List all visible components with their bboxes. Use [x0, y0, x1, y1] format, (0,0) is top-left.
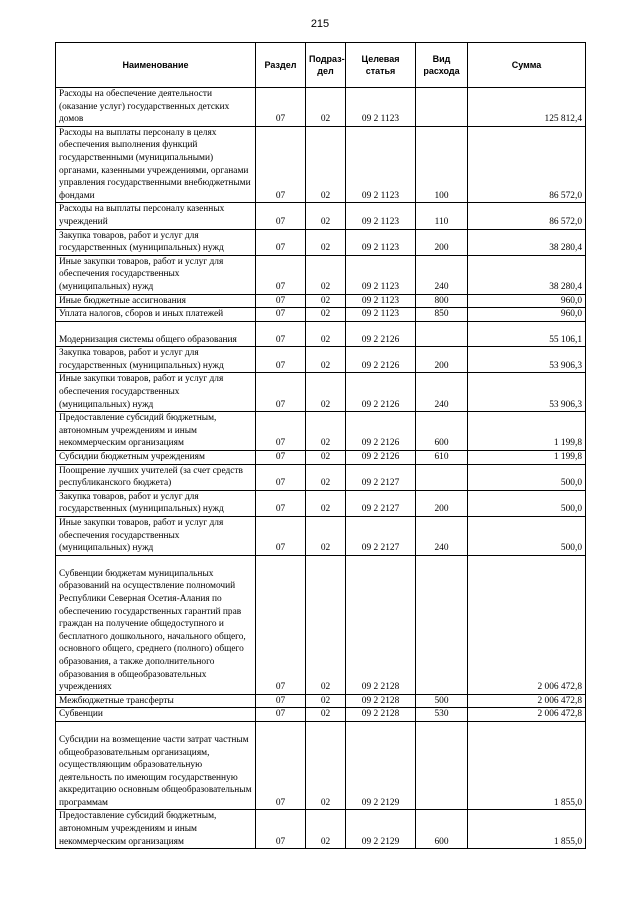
cell-subsection-text: 02 [320, 114, 331, 125]
cell-target-text: 09 2 2127 [361, 504, 400, 515]
cell-type [416, 229, 468, 255]
cell-target [346, 321, 416, 347]
cell-subsection-text: 02 [320, 478, 331, 489]
table-row [56, 555, 586, 694]
cell-subsection-text: 02 [320, 504, 331, 515]
cell-target [346, 555, 416, 694]
cell-target [346, 721, 416, 810]
cell-subsection [306, 308, 346, 322]
column-header-target: Целевая статья [346, 43, 416, 88]
cell-name-text: Расходы на выплаты персоналу казенных учреждений [59, 204, 225, 227]
cell-type-text: 610 [434, 452, 449, 463]
cell-target-text: 09 2 1123 [361, 190, 400, 201]
cell-sum [468, 229, 586, 255]
cell-sum [468, 517, 586, 556]
table-row [56, 490, 586, 516]
cell-type-text: 530 [434, 709, 449, 720]
cell-name [56, 308, 256, 322]
cell-target-text: 09 2 1123 [361, 114, 400, 125]
table-row [56, 294, 586, 308]
cell-name-text: Иные бюджетные ассигнования [59, 295, 186, 306]
cell-sum [468, 308, 586, 322]
cell-name [56, 126, 256, 203]
cell-name [56, 694, 256, 708]
cell-type [416, 373, 468, 412]
cell-type [416, 255, 468, 294]
cell-sum-text: 53 906,3 [549, 360, 582, 371]
cell-type [416, 464, 468, 490]
cell-type-text: 800 [434, 295, 449, 306]
cell-target-text: 09 2 2126 [361, 399, 400, 410]
cell-name [56, 721, 256, 810]
cell-subsection-text: 02 [320, 295, 331, 306]
cell-section-text: 07 [275, 709, 286, 720]
cell-type-text: 100 [434, 190, 449, 201]
cell-type-text: 500 [434, 695, 449, 706]
cell-target-text: 09 2 1123 [361, 243, 400, 254]
cell-type-text: 850 [434, 309, 449, 320]
cell-section [256, 464, 306, 490]
column-header-sum: Сумма [468, 43, 586, 88]
cell-subsection-text: 02 [320, 281, 331, 292]
cell-name [56, 810, 256, 849]
table-row [56, 321, 586, 347]
cell-name [56, 203, 256, 229]
cell-subsection [306, 373, 346, 412]
cell-target [346, 412, 416, 451]
table-body [56, 88, 586, 849]
cell-sum [468, 451, 586, 465]
table-row [56, 517, 586, 556]
cell-subsection-text: 02 [320, 452, 331, 463]
table-row [56, 708, 586, 722]
table-row [56, 126, 586, 203]
cell-name-text: Уплата налогов, сборов и иных платежей [59, 309, 224, 320]
cell-subsection-text: 02 [320, 243, 331, 254]
cell-target [346, 490, 416, 516]
cell-target [346, 294, 416, 308]
cell-section-text: 07 [275, 309, 286, 320]
cell-type-text: 200 [434, 243, 449, 254]
cell-type [416, 451, 468, 465]
cell-sum [468, 694, 586, 708]
cell-name [56, 347, 256, 373]
cell-target [346, 517, 416, 556]
cell-name [56, 294, 256, 308]
cell-section-text: 07 [275, 399, 286, 410]
cell-section-text: 07 [275, 190, 286, 201]
cell-subsection [306, 490, 346, 516]
cell-target-text: 09 2 2126 [361, 438, 400, 449]
table-row [56, 373, 586, 412]
cell-subsection [306, 708, 346, 722]
cell-subsection [306, 294, 346, 308]
cell-sum-text: 2 006 472,8 [537, 682, 582, 693]
cell-type [416, 708, 468, 722]
cell-sum-text: 500,0 [560, 543, 582, 554]
cell-name [56, 464, 256, 490]
cell-section [256, 126, 306, 203]
cell-name-text: Предоставление субсидий бюджетным, автономным учреждениям и иным некоммерческим организациям [59, 811, 217, 847]
cell-sum-text: 86 572,0 [549, 190, 582, 201]
cell-sum-text: 53 906,3 [549, 399, 582, 410]
cell-type-text: 240 [434, 399, 449, 410]
table-row [56, 721, 586, 810]
cell-type [416, 490, 468, 516]
cell-subsection [306, 555, 346, 694]
cell-sum-text: 500,0 [560, 504, 582, 515]
cell-type-text: 110 [434, 216, 449, 227]
column-header-type: Вид расхода [416, 43, 468, 88]
table-row [56, 694, 586, 708]
cell-sum [468, 721, 586, 810]
cell-subsection-text: 02 [320, 309, 331, 320]
cell-sum [468, 255, 586, 294]
cell-subsection-text: 02 [320, 360, 331, 371]
cell-name-text: Модернизация системы общего образования [59, 334, 237, 345]
cell-subsection [306, 347, 346, 373]
page-number: 215 [310, 18, 330, 30]
cell-sum [468, 347, 586, 373]
cell-target-text: 09 2 2127 [361, 543, 400, 554]
cell-sum-text: 38 280,4 [549, 281, 582, 292]
cell-name [56, 229, 256, 255]
cell-name [56, 321, 256, 347]
cell-name-text: Закупка товаров, работ и услуг для государственных (муниципальных) нужд [59, 491, 224, 515]
cell-name [56, 708, 256, 722]
table-row [56, 229, 586, 255]
cell-sum-text: 2 006 472,8 [537, 709, 582, 720]
cell-name [56, 412, 256, 451]
cell-type [416, 203, 468, 229]
cell-target [346, 308, 416, 322]
cell-target [346, 255, 416, 294]
cell-target-text: 09 2 2127 [361, 478, 400, 489]
cell-subsection [306, 88, 346, 127]
cell-sum [468, 810, 586, 849]
cell-target [346, 203, 416, 229]
cell-name-text: Расходы на обеспечение деятельности (оказание услуг) государственных детских домов [59, 89, 230, 125]
cell-name-text: Иные закупки товаров, работ и услуг для обеспечения государственных (муниципальных) нужд [59, 256, 224, 292]
cell-name-text: Закупка товаров, работ и услуг для государственных (муниципальных) нужд [59, 230, 224, 254]
cell-subsection-text: 02 [320, 709, 331, 720]
cell-sum-text: 1 855,0 [553, 797, 582, 808]
cell-section [256, 708, 306, 722]
table-row [56, 451, 586, 465]
cell-type-text: 200 [434, 360, 449, 371]
cell-name [56, 490, 256, 516]
cell-target [346, 126, 416, 203]
cell-name-text: Субсидии на возмещение части затрат частным общеобразовательным организациям, осуществляющим образовательную деятельность по имеющим государственную аккредитацию основным общеобразовательным программам [59, 734, 252, 808]
cell-section [256, 490, 306, 516]
table-row [56, 464, 586, 490]
cell-target [346, 451, 416, 465]
cell-section-text: 07 [275, 452, 286, 463]
cell-type-text: 600 [434, 836, 449, 847]
cell-subsection-text: 02 [320, 836, 331, 847]
column-header-section: Раздел [256, 43, 306, 88]
cell-type-text: 240 [434, 543, 449, 554]
column-header-subsection: Подраз-дел [306, 43, 346, 88]
cell-sum [468, 708, 586, 722]
cell-name [56, 255, 256, 294]
cell-section-text: 07 [275, 543, 286, 554]
table-row [56, 203, 586, 229]
cell-target [346, 373, 416, 412]
cell-sum-text: 55 106,1 [549, 334, 582, 345]
cell-subsection [306, 464, 346, 490]
cell-section-text: 07 [275, 243, 286, 254]
cell-type-text: 600 [434, 438, 449, 449]
cell-section-text: 07 [275, 334, 286, 345]
cell-target-text: 09 2 2126 [361, 334, 400, 345]
cell-sum [468, 88, 586, 127]
cell-sum [468, 126, 586, 203]
cell-section-text: 07 [275, 281, 286, 292]
cell-subsection [306, 451, 346, 465]
cell-type [416, 721, 468, 810]
cell-type [416, 810, 468, 849]
cell-section [256, 694, 306, 708]
cell-section-text: 07 [275, 695, 286, 706]
cell-subsection [306, 321, 346, 347]
cell-subsection [306, 412, 346, 451]
cell-sum-text: 1 855,0 [553, 836, 582, 847]
cell-subsection-text: 02 [320, 334, 331, 345]
cell-type-text: 240 [434, 281, 449, 292]
cell-sum-text: 1 199,8 [553, 452, 582, 463]
cell-subsection-text: 02 [320, 399, 331, 410]
cell-target [346, 810, 416, 849]
cell-name-text: Поощрение лучших учителей (за счет средств республиканского бюджета) [59, 465, 243, 489]
cell-section [256, 308, 306, 322]
cell-subsection-text: 02 [320, 682, 331, 693]
cell-subsection-text: 02 [320, 797, 331, 808]
cell-subsection [306, 126, 346, 203]
cell-target [346, 708, 416, 722]
cell-subsection-text: 02 [320, 190, 331, 201]
cell-target-text: 09 2 1123 [361, 281, 400, 292]
cell-section [256, 721, 306, 810]
cell-sum [468, 294, 586, 308]
cell-target-text: 09 2 1123 [361, 216, 400, 227]
cell-subsection [306, 721, 346, 810]
cell-type-text: 200 [434, 504, 449, 515]
table-row [56, 308, 586, 322]
cell-target-text: 09 2 1123 [361, 295, 400, 306]
budget-table [55, 42, 586, 849]
cell-sum-text: 38 280,4 [549, 243, 582, 254]
cell-section-text: 07 [275, 682, 286, 693]
cell-section [256, 555, 306, 694]
cell-section [256, 255, 306, 294]
cell-sum-text: 500,0 [560, 478, 582, 489]
cell-section [256, 373, 306, 412]
cell-section-text: 07 [275, 504, 286, 515]
table-row [56, 810, 586, 849]
cell-subsection-text: 02 [320, 438, 331, 449]
table-row [56, 88, 586, 127]
cell-target-text: 09 2 2128 [361, 695, 400, 706]
cell-sum-text: 960,0 [560, 295, 582, 306]
cell-target [346, 694, 416, 708]
cell-section [256, 294, 306, 308]
cell-section [256, 517, 306, 556]
column-header-name: Наименование [56, 43, 256, 88]
cell-name-text: Закупка товаров, работ и услуг для государственных (муниципальных) нужд [59, 348, 224, 371]
cell-type [416, 347, 468, 373]
cell-sum-text: 960,0 [560, 309, 582, 320]
cell-section-text: 07 [275, 478, 286, 489]
cell-subsection [306, 517, 346, 556]
cell-target-text: 09 2 2126 [361, 360, 400, 371]
cell-sum-text: 1 199,8 [553, 438, 582, 449]
cell-name-text: Предоставление субсидий бюджетным, автономным учреждениям и иным некоммерческим организациям [59, 413, 217, 449]
cell-name-text: Иные закупки товаров, работ и услуг для обеспечения государственных (муниципальных) нужд [59, 374, 224, 410]
cell-section-text: 07 [275, 438, 286, 449]
cell-sum [468, 464, 586, 490]
cell-sum [468, 373, 586, 412]
cell-section [256, 203, 306, 229]
cell-name-text: Межбюджетные трансферты [59, 695, 174, 706]
cell-name [56, 555, 256, 694]
table-row [56, 347, 586, 373]
cell-type [416, 412, 468, 451]
cell-name-text: Субсидии бюджетным учреждениям [59, 452, 205, 463]
cell-name [56, 451, 256, 465]
cell-target-text: 09 2 1123 [361, 309, 400, 320]
cell-name-text: Субвенции бюджетам муниципальных образований на осуществление полномочий Республики Северная Осетия-Алания по обеспечению государственных гарантий прав граждан на получение общедоступного и бесплатного дошкольного, начального общего, основного общего, среднего (полного) общего образования, а также дополнительного образования в общеобразовательных учреждениях [59, 568, 246, 693]
cell-subsection [306, 255, 346, 294]
cell-subsection [306, 229, 346, 255]
cell-target-text: 09 2 2128 [361, 682, 400, 693]
cell-section-text: 07 [275, 295, 286, 306]
cell-sum-text: 125 812,4 [544, 114, 582, 125]
cell-name-text: Иные закупки товаров, работ и услуг для обеспечения государственных (муниципальных) нужд [59, 518, 224, 554]
cell-subsection [306, 694, 346, 708]
cell-target [346, 88, 416, 127]
cell-type [416, 88, 468, 127]
cell-target [346, 347, 416, 373]
cell-target [346, 229, 416, 255]
cell-type [416, 694, 468, 708]
cell-section [256, 88, 306, 127]
cell-subsection-text: 02 [320, 216, 331, 227]
table-row [56, 412, 586, 451]
cell-subsection-text: 02 [320, 543, 331, 554]
cell-sum [468, 555, 586, 694]
cell-sum [468, 321, 586, 347]
cell-subsection-text: 02 [320, 695, 331, 706]
table-row [56, 255, 586, 294]
cell-type [416, 555, 468, 694]
cell-name-text: Субвенции [59, 709, 103, 720]
cell-section [256, 412, 306, 451]
cell-subsection [306, 810, 346, 849]
cell-sum [468, 412, 586, 451]
cell-section-text: 07 [275, 836, 286, 847]
cell-section [256, 229, 306, 255]
cell-sum-text: 86 572,0 [549, 216, 582, 227]
cell-sum [468, 490, 586, 516]
cell-type [416, 126, 468, 203]
cell-section [256, 451, 306, 465]
cell-name-text: Расходы на выплаты персоналу в целях обеспечения выполнения функций государственными (муниципальными) органами, казенными учреждениями, органами управления государственными внебюджетными фондами [59, 127, 251, 201]
cell-type [416, 517, 468, 556]
cell-section [256, 321, 306, 347]
cell-section-text: 07 [275, 797, 286, 808]
cell-target-text: 09 2 2129 [361, 836, 400, 847]
cell-type [416, 308, 468, 322]
cell-type [416, 321, 468, 347]
cell-type [416, 294, 468, 308]
cell-target-text: 09 2 2126 [361, 452, 400, 463]
table-header [56, 43, 586, 88]
cell-section-text: 07 [275, 216, 286, 227]
cell-target-text: 09 2 2129 [361, 797, 400, 808]
cell-sum [468, 203, 586, 229]
cell-section [256, 347, 306, 373]
cell-name [56, 373, 256, 412]
cell-name [56, 517, 256, 556]
cell-target [346, 464, 416, 490]
cell-target-text: 09 2 2128 [361, 709, 400, 720]
cell-section-text: 07 [275, 114, 286, 125]
cell-subsection [306, 203, 346, 229]
cell-name [56, 88, 256, 127]
cell-sum-text: 2 006 472,8 [537, 695, 582, 706]
cell-section-text: 07 [275, 360, 286, 371]
cell-section [256, 810, 306, 849]
